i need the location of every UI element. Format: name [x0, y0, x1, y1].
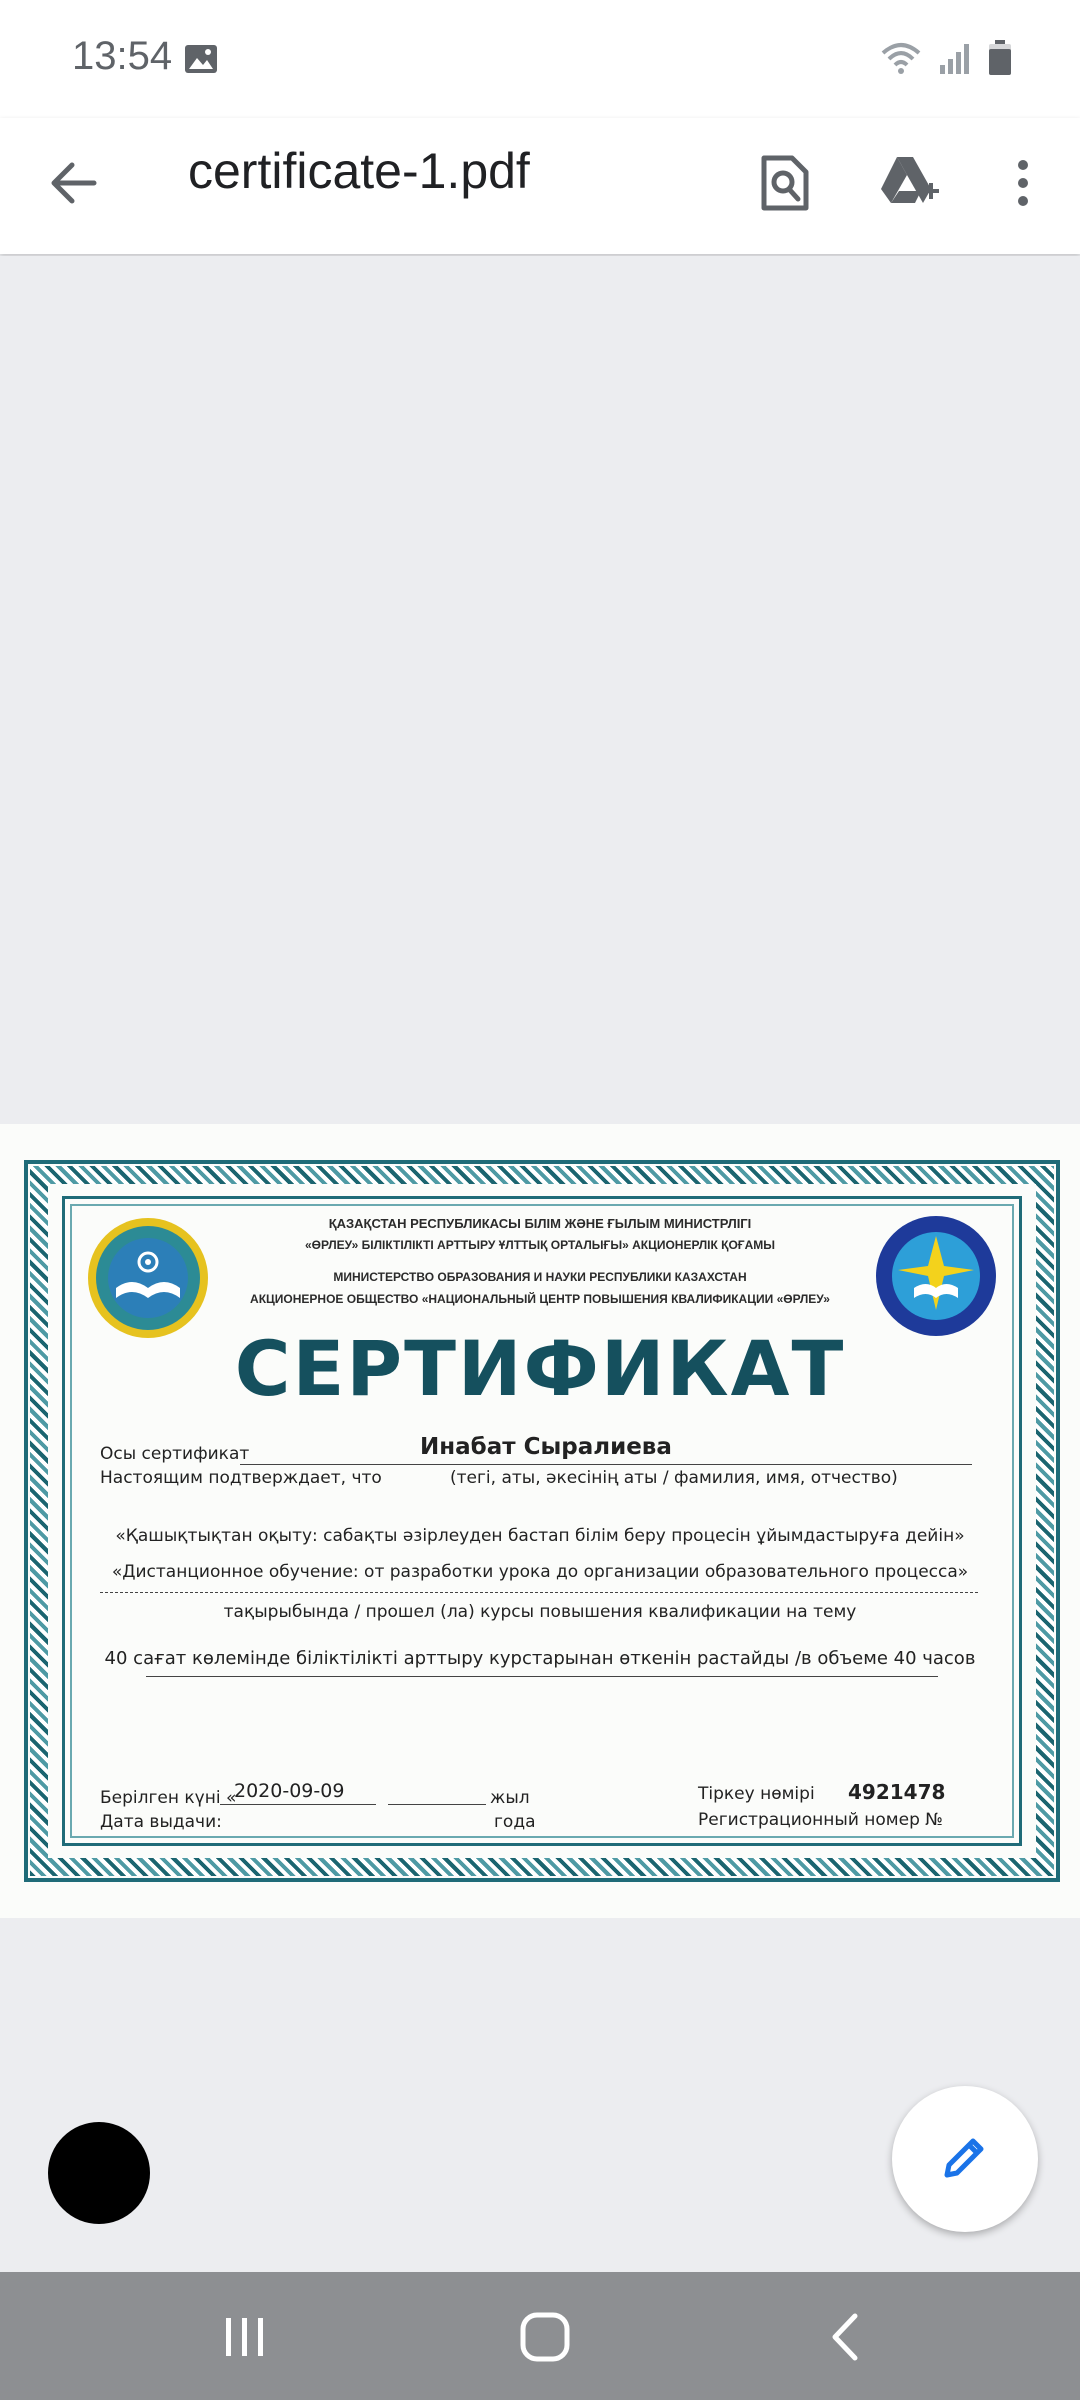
topic-kz: «Қашықтықтан оқыту: сабақты әзірлеуден бастап білім беру процесін ұйымдастыруға дейін»: [115, 1526, 965, 1546]
year-kz: жыл: [490, 1788, 530, 1808]
add-to-drive-icon[interactable]: [866, 140, 952, 226]
back-icon[interactable]: [790, 2300, 900, 2374]
issued-kz: Берілген күні «: [100, 1788, 237, 1808]
app-bar: [0, 118, 1080, 254]
label-kz: Осы сертификат: [100, 1444, 250, 1464]
topic-caption: тақырыбында / прошел (ла) курсы повышения квалификации на тему: [223, 1602, 857, 1622]
image-icon: [184, 44, 218, 79]
edit-pencil-icon: [937, 2129, 993, 2190]
reg-ru: Регистрационный номер №: [698, 1810, 943, 1830]
floating-black-circle[interactable]: [48, 2122, 150, 2224]
header-ru-2: АКЦИОНЕРНОЕ ОБЩЕСТВО «НАЦИОНАЛЬНЫЙ ЦЕНТР ПОВЫШЕНИЯ КВАЛИФИКАЦИИ «ӨРЛЕУ»: [250, 1292, 830, 1306]
year-underline: [388, 1804, 486, 1805]
date-underline: [220, 1804, 376, 1805]
header-ru-1: МИНИСТЕРСТВО ОБРАЗОВАНИЯ И НАУКИ РЕСПУБЛИКИ КАЗАХСТАН: [333, 1270, 747, 1284]
issued-ru: Дата выдачи:: [100, 1812, 222, 1832]
year-ru: года: [494, 1812, 536, 1832]
name-underline: [240, 1464, 972, 1465]
recipient-name: Инабат Сыралиева: [420, 1434, 672, 1460]
hours-line: 40 сағат көлемінде біліктілікті арттыру курстарынан өткенін растайды /в объеме 40 часов: [104, 1648, 976, 1669]
wifi-icon: [880, 41, 922, 80]
reg-number: 4921478: [848, 1780, 946, 1804]
header-kz-2: «ӨРЛЕУ» БІЛІКТІЛІКТІ АРТТЫРУ ҰЛТТЫҚ ОРТАЛЫҒЫ» АКЦИОНЕРЛІК ҚОҒАМЫ: [304, 1238, 775, 1252]
navigation-bar: [0, 2272, 1080, 2400]
issued-date: 2020-09-09: [234, 1780, 345, 1802]
recent-apps-icon[interactable]: [190, 2300, 300, 2374]
pdf-page-certificate[interactable]: [0, 1124, 1080, 1918]
name-hint: (тегі, аты, әкесінің аты / фамилия, имя, отчество): [450, 1468, 898, 1488]
edit-fab-button[interactable]: [892, 2086, 1038, 2232]
status-bar: [0, 0, 1080, 118]
hours-underline: [146, 1676, 938, 1677]
topic-underline: [100, 1592, 978, 1593]
certificate-title: СЕРТИФИКАТ: [234, 1324, 846, 1413]
more-vert-icon[interactable]: [980, 140, 1066, 226]
document-title: certificate-1.pdf: [188, 143, 530, 199]
battery-icon: [988, 40, 1012, 81]
topic-ru: «Дистанционное обучение: от разработки урока до организации образовательного процесса»: [111, 1562, 969, 1582]
label-ru: Настоящим подтверждает, что: [100, 1468, 382, 1488]
home-icon[interactable]: [490, 2300, 600, 2374]
reg-kz: Тіркеу нөмірі: [698, 1784, 815, 1804]
pdf-viewer[interactable]: [0, 256, 1080, 2214]
find-in-page-icon[interactable]: [742, 140, 828, 226]
signal-icon: [938, 41, 972, 80]
back-arrow-icon[interactable]: [38, 140, 108, 226]
header-kz-1: ҚАЗАҚСТАН РЕСПУБЛИКАСЫ БІЛІМ ЖӘНЕ ҒЫЛЫМ МИНИСТРЛІГІ: [328, 1216, 752, 1231]
status-time: 13:54: [72, 34, 173, 78]
status-icons: [880, 40, 1012, 81]
